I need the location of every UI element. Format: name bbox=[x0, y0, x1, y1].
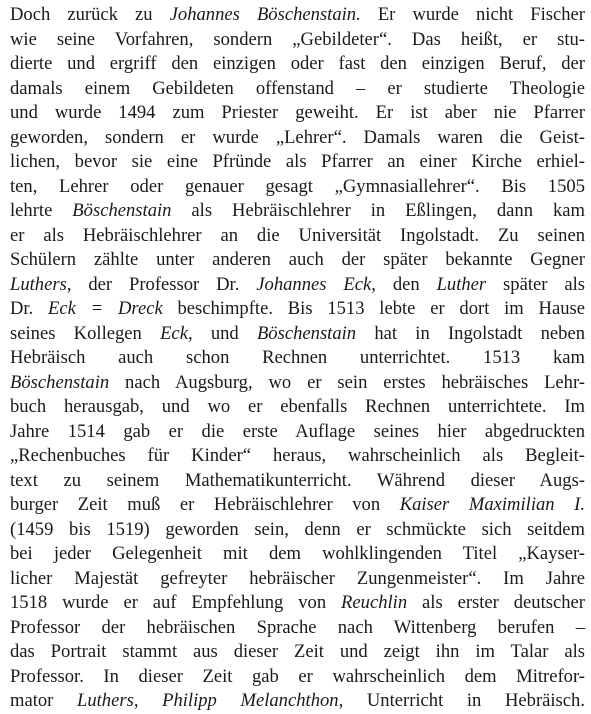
text-line bbox=[10, 371, 585, 396]
text-segment: dierte und ergriff den einzigen oder fast den einzigen Beruf, der bbox=[10, 53, 585, 74]
text-segment: buch herausgab, und wo er ebenfalls Rechnen unterrichtete. Im bbox=[10, 396, 585, 417]
text-line bbox=[10, 395, 585, 420]
text-segment bbox=[138, 690, 162, 711]
text-line bbox=[10, 224, 585, 249]
text-segment: Hebräisch auch schon Rechnen unterrichtet. 1513 kam bbox=[10, 347, 585, 368]
text-line bbox=[10, 640, 585, 665]
text-segment: das Portrait stammt aus dieser Zeit und zeigt ihn im Talar als bbox=[10, 641, 585, 662]
text-line bbox=[10, 126, 585, 151]
text-line bbox=[10, 689, 585, 714]
text-segment: geworden, sondern er wurde „Lehrer“. Damals waren die Geist- bbox=[10, 126, 585, 148]
text-segment: hat in Ingolstadt neben bbox=[356, 322, 585, 344]
text-line bbox=[10, 616, 585, 641]
text-segment: ten, Lehrer oder genauer gesagt „Gymnasiallehrer“. Bis 1505 bbox=[10, 175, 585, 197]
text-line bbox=[10, 248, 585, 273]
text-line bbox=[10, 542, 585, 567]
text-segment: „Rechenbuches für Kinder“ heraus, wahrscheinlich als Begleit- bbox=[10, 445, 585, 466]
text-segment: Er wurde nicht Fischer bbox=[360, 4, 585, 25]
text-segment: Professor der hebräischen Sprache nach Wittenberg berufen – bbox=[10, 616, 585, 638]
italic-name-text: Luther bbox=[436, 273, 487, 295]
text-line bbox=[10, 199, 585, 224]
italic-name-text: Kaiser Maximilian I. bbox=[399, 494, 585, 515]
text-line bbox=[10, 150, 585, 175]
italic-name-text: Philipp Melanchthon, bbox=[162, 690, 344, 711]
italic-name-text: Luthers, bbox=[77, 690, 139, 711]
text-segment: den bbox=[375, 273, 437, 295]
italic-name-text: Böschenstain bbox=[72, 200, 172, 221]
text-segment: als erster deutscher bbox=[407, 592, 585, 613]
text-line bbox=[10, 518, 585, 543]
text-line bbox=[10, 346, 585, 371]
text-segment: und wurde 1494 zum Priester geweiht. Er ist aber nie Pfarrer bbox=[10, 102, 585, 123]
text-segment: wie seine Vorfahren, sondern „Gebildeter“. Das heißt, er stu- bbox=[10, 28, 585, 50]
text-line bbox=[10, 665, 585, 690]
text-segment: , der Professor Dr. bbox=[66, 273, 257, 295]
text-line bbox=[10, 28, 585, 53]
text-line bbox=[10, 52, 585, 77]
text-line bbox=[10, 77, 585, 102]
text-segment: text zu seinem Mathematikunterricht. Während dieser Augs- bbox=[10, 469, 585, 491]
text-line bbox=[10, 322, 585, 347]
text-line bbox=[10, 3, 585, 28]
italic-name-text: Johannes Eck, bbox=[256, 273, 376, 295]
text-segment: lehrte bbox=[10, 200, 73, 221]
text-segment: er als Hebräischlehrer an die Universität Ingolstadt. Zu seinen bbox=[10, 224, 585, 246]
text-segment: als Hebräischlehrer in Eßlingen, dann kam bbox=[171, 200, 585, 221]
text-segment: beschimpfte. Bis 1513 lebte er dort im Hause bbox=[162, 298, 585, 319]
text-line bbox=[10, 567, 585, 592]
text-segment: seines Kollegen bbox=[10, 322, 161, 344]
text-segment: Dr. bbox=[10, 298, 49, 319]
text-segment: 1518 wurde er auf Empfehlung von bbox=[10, 592, 342, 613]
text-segment: licher Majestät gefreyter hebräischer Zungenmeister“. Im Jahre bbox=[10, 567, 585, 589]
text-segment: burger Zeit muß er Hebräischlehrer von bbox=[10, 494, 400, 515]
text-line bbox=[10, 175, 585, 200]
text-line bbox=[10, 493, 585, 518]
text-line bbox=[10, 591, 585, 616]
text-line bbox=[10, 297, 585, 322]
italic-name-text: Böschenstain bbox=[10, 371, 110, 393]
text-segment: und bbox=[192, 322, 257, 344]
text-segment: damals einem Gebildeten offenstand – er studierte Theologie bbox=[10, 77, 585, 99]
italic-name-text: Luthers bbox=[10, 273, 67, 295]
text-line bbox=[10, 444, 585, 469]
text-segment: Professor. In dieser Zeit gab er wahrscheinlich dem Mitrefor- bbox=[10, 665, 585, 687]
text-segment: nach Augsburg, wo er sein erstes hebräisches Lehr- bbox=[109, 371, 585, 393]
text-segment: lichen, bevor sie eine Pfründe als Pfarrer an einer Kirche erhiel- bbox=[10, 151, 585, 172]
italic-name-text: Johannes Böschenstain. bbox=[169, 4, 361, 25]
italic-name-text: Böschenstain bbox=[256, 322, 357, 344]
italic-name-text: Eck = Dreck bbox=[48, 298, 163, 319]
text-line bbox=[10, 469, 585, 494]
text-line bbox=[10, 101, 585, 126]
text-segment: (1459 bis 1519) geworden sein, denn er schmückte sich seitdem bbox=[10, 518, 585, 540]
text-segment: Unterricht in Hebräisch. bbox=[343, 690, 585, 711]
text-segment: später als bbox=[486, 273, 585, 295]
text-line bbox=[10, 420, 585, 445]
text-line bbox=[10, 273, 585, 298]
body-paragraph bbox=[10, 3, 585, 714]
text-segment: bei jeder Gelegenheit mit dem wohlklingenden Titel „Kayser- bbox=[10, 543, 585, 564]
text-segment: Schülern zählte unter anderen auch der später bekannte Gegner bbox=[10, 249, 585, 270]
italic-name-text: Eck, bbox=[160, 322, 193, 344]
text-segment: mator bbox=[10, 690, 77, 711]
italic-name-text: Reuchlin bbox=[341, 592, 408, 613]
text-segment: Jahre 1514 gab er die erste Auflage seines hier abgedruckten bbox=[10, 420, 585, 442]
text-segment: Doch zurück zu bbox=[10, 4, 170, 25]
